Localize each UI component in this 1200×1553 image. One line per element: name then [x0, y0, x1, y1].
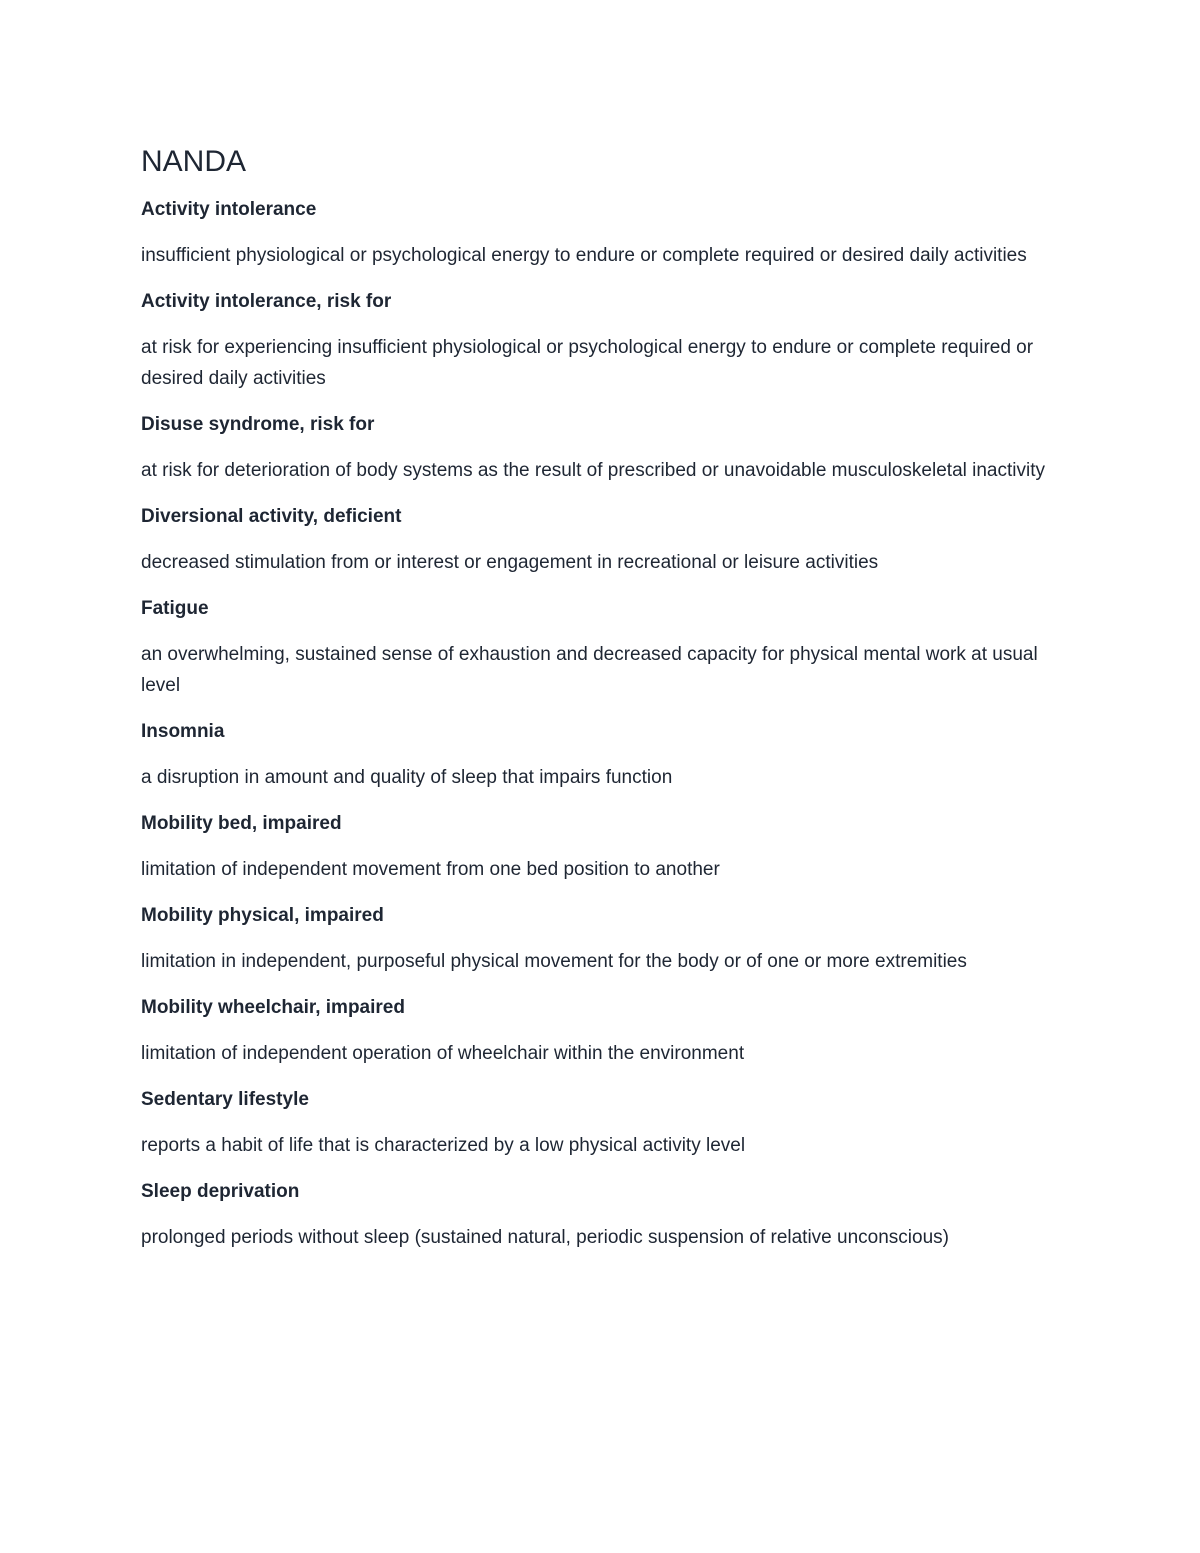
- entry-definition: limitation of independent movement from one bed position to another: [141, 859, 720, 880]
- entry-sleep-deprivation: [141, 1176, 1061, 1253]
- entry-mobility-physical-impaired: [141, 900, 1061, 977]
- entry-term: Activity intolerance, risk for: [141, 291, 392, 312]
- entry-term: Insomnia: [141, 721, 225, 742]
- entry-term: Mobility physical, impaired: [141, 905, 384, 926]
- entry-definition: an overwhelming, sustained sense of exhaustion and decreased capacity for physical mental work at usual level: [141, 644, 1038, 696]
- entry-term: Sedentary lifestyle: [141, 1089, 309, 1110]
- document-title: NANDA: [141, 145, 247, 178]
- entry-definition: at risk for experiencing insufficient physiological or psychological energy to endure or complete required or desired daily activities: [141, 337, 1034, 389]
- entry-mobility-wheelchair-impaired: [141, 992, 1061, 1069]
- entry-term: Mobility wheelchair, impaired: [141, 997, 405, 1018]
- entry-activity-intolerance-risk: [141, 286, 1061, 394]
- entry-term: Fatigue: [141, 598, 209, 619]
- entry-sedentary-lifestyle: [141, 1084, 1061, 1161]
- entry-definition: limitation of independent operation of wheelchair within the environment: [141, 1043, 745, 1064]
- entry-definition: decreased stimulation from or interest or engagement in recreational or leisure activities: [141, 552, 879, 573]
- entry-definition: at risk for deterioration of body systems as the result of prescribed or unavoidable musculoskeletal inactivity: [141, 460, 1045, 481]
- entry-term: Diversional activity, deficient: [141, 506, 402, 527]
- entry-fatigue: [141, 593, 1061, 701]
- entry-definition: a disruption in amount and quality of sleep that impairs function: [141, 767, 673, 788]
- document-page: [141, 142, 1061, 1268]
- entry-definition: insufficient physiological or psychological energy to endure or complete required or desired daily activities: [141, 245, 1027, 266]
- entry-term: Disuse syndrome, risk for: [141, 414, 375, 435]
- entry-insomnia: [141, 716, 1061, 793]
- entry-diversional-activity-deficient: [141, 501, 1061, 578]
- entry-term: Sleep deprivation: [141, 1181, 300, 1202]
- entry-term: Mobility bed, impaired: [141, 813, 342, 834]
- entry-mobility-bed-impaired: [141, 808, 1061, 885]
- entry-disuse-syndrome-risk: [141, 409, 1061, 486]
- entry-definition: limitation in independent, purposeful physical movement for the body or of one or more extremities: [141, 951, 967, 972]
- entry-term: Activity intolerance: [141, 199, 317, 220]
- entry-definition: reports a habit of life that is characterized by a low physical activity level: [141, 1135, 746, 1156]
- entry-activity-intolerance: [141, 194, 1061, 271]
- entry-definition: prolonged periods without sleep (sustained natural, periodic suspension of relative unconscious): [141, 1227, 949, 1248]
